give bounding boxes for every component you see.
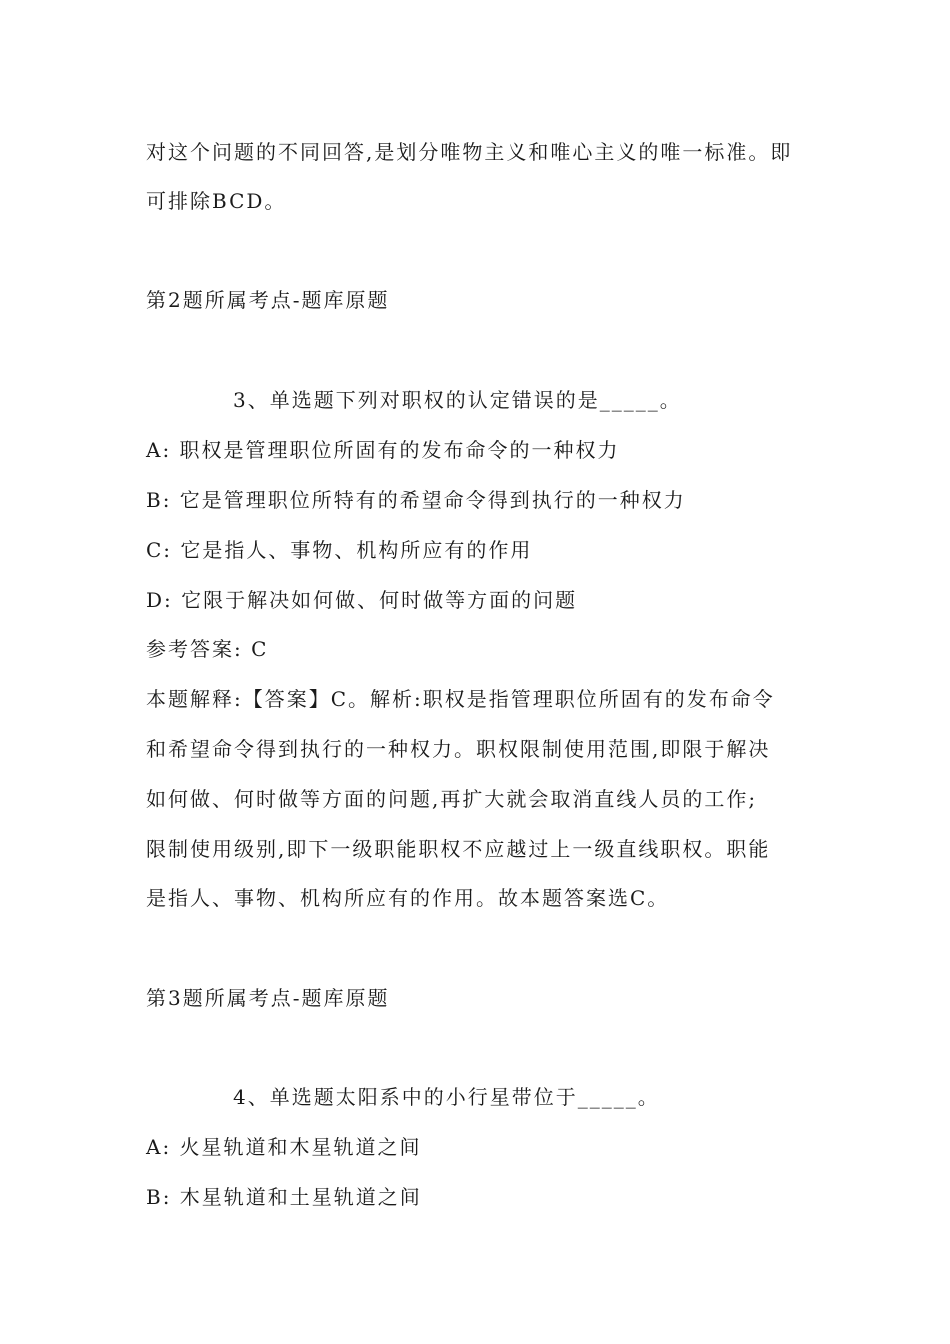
explanation-line: 限制使用级别,即下一级职能职权不应越过上一级直线职权。职能: [146, 837, 771, 861]
explanation-line: 可排除BCD。: [146, 189, 287, 213]
explanation-line: 是指人、事物、机构所应有的作用。故本题答案选C。: [146, 886, 670, 910]
explanation-line: 对这个问题的不同回答,是划分唯物主义和唯心主义的唯一标准。即: [146, 140, 793, 164]
option-b: B: 它是管理职位所特有的希望命令得到执行的一种权力: [146, 488, 686, 512]
option-a: A: 职权是管理职位所固有的发布命令的一种权力: [146, 438, 620, 462]
reference-answer: 参考答案: C: [146, 637, 269, 661]
explanation-line: 和希望命令得到执行的一种权力。职权限制使用范围,即限于解决: [146, 737, 771, 761]
explanation-line: 本题解释:【答案】C。解析:职权是指管理职位所固有的发布命令: [146, 687, 775, 711]
explanation-line: 如何做、何时做等方面的问题,再扩大就会取消直线人员的工作;: [146, 787, 758, 811]
question-stem: 3、单选题下列对职权的认定错误的是_____。: [233, 388, 682, 412]
option-b: B: 木星轨道和土星轨道之间: [146, 1185, 422, 1209]
option-c: C: 它是指人、事物、机构所应有的作用: [146, 538, 533, 562]
option-a: A: 火星轨道和木星轨道之间: [146, 1135, 422, 1159]
topic-heading: 第3题所属考点-题库原题: [146, 986, 390, 1010]
question-stem: 4、单选题太阳系中的小行星带位于_____。: [233, 1085, 660, 1109]
option-d: D: 它限于解决如何做、何时做等方面的问题: [146, 588, 578, 612]
topic-heading: 第2题所属考点-题库原题: [146, 288, 390, 312]
